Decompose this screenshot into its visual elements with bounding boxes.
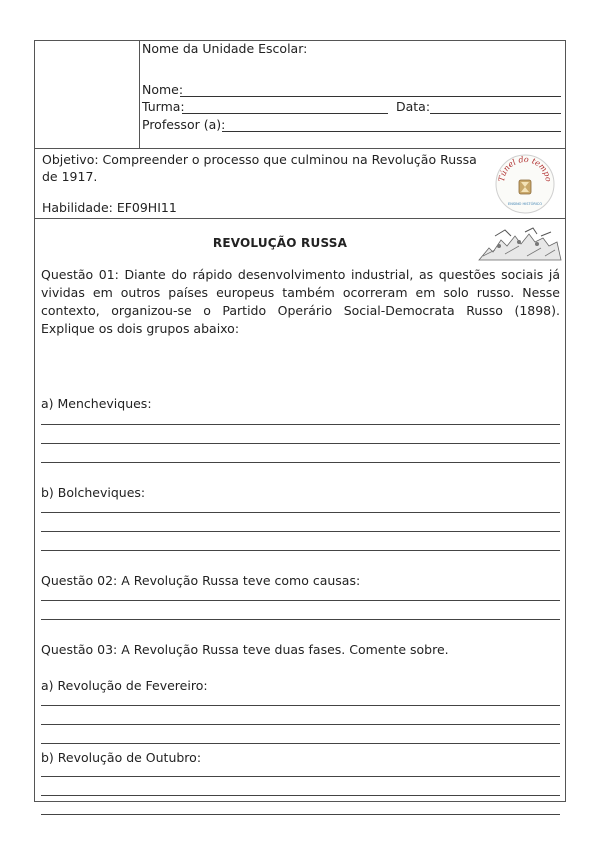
answer-line[interactable] [41, 795, 560, 796]
seal-subtitle: ENSINO HISTÓRICO [507, 202, 543, 206]
teacher-label: Professor (a): [142, 117, 226, 132]
answer-line[interactable] [41, 776, 560, 777]
answer-line[interactable] [41, 424, 560, 425]
worksheet [34, 40, 566, 802]
date-field[interactable] [430, 113, 561, 114]
date-label: Data: [396, 99, 431, 114]
answer-line[interactable] [41, 550, 560, 551]
header-table [35, 41, 565, 149]
revolution-crowd-illustration-icon [475, 226, 563, 264]
objective-text: Objetivo: Compreender o processo que culminou na Revolução Russa de 1917. [42, 152, 477, 184]
question-2-text: Questão 02: A Revolução Russa teve como causas: [41, 573, 361, 588]
question-3-text: Questão 03: A Revolução Russa teve duas fases. Comente sobre. [41, 642, 449, 657]
objective-box [35, 148, 565, 219]
answer-line[interactable] [41, 619, 560, 620]
answer-line[interactable] [41, 443, 560, 444]
q1a-label: a) Mencheviques: [41, 396, 152, 411]
answer-line[interactable] [41, 600, 560, 601]
seal-title: Túnel do tempo [496, 154, 554, 183]
name-label: Nome: [142, 82, 184, 97]
answer-line[interactable] [41, 814, 560, 815]
school-name-label: Nome da Unidade Escolar: [142, 41, 308, 56]
class-label: Turma: [142, 99, 185, 114]
q3b-label: b) Revolução de Outubro: [41, 750, 202, 765]
tunel-do-tempo-seal-icon [494, 153, 556, 215]
name-field[interactable] [180, 96, 561, 97]
student-info [140, 41, 565, 148]
teacher-field[interactable] [222, 131, 561, 132]
logo-cell [35, 41, 140, 148]
answer-line[interactable] [41, 512, 560, 513]
answer-line[interactable] [41, 743, 560, 744]
question-1-text: Questão 01: Diante do rápido desenvolvimento industrial, as questões sociais já vividas em outros países europeus também ocorreram em solo russo. Nesse contexto, organizou-se o Partido Operário Social-Democrata Russo (1898). Explique os dois grupos abaixo: [41, 267, 560, 336]
q1b-label: b) Bolcheviques: [41, 485, 146, 500]
answer-line[interactable] [41, 705, 560, 706]
answer-line[interactable] [41, 531, 560, 532]
answer-line[interactable] [41, 724, 560, 725]
answer-line[interactable] [41, 462, 560, 463]
skill-code: Habilidade: EF09HI11 [42, 200, 177, 215]
q3a-label: a) Revolução de Fevereiro: [41, 678, 208, 693]
content-area [35, 218, 565, 801]
page-title: REVOLUÇÃO RUSSA [212, 236, 348, 250]
class-field[interactable] [182, 113, 388, 114]
